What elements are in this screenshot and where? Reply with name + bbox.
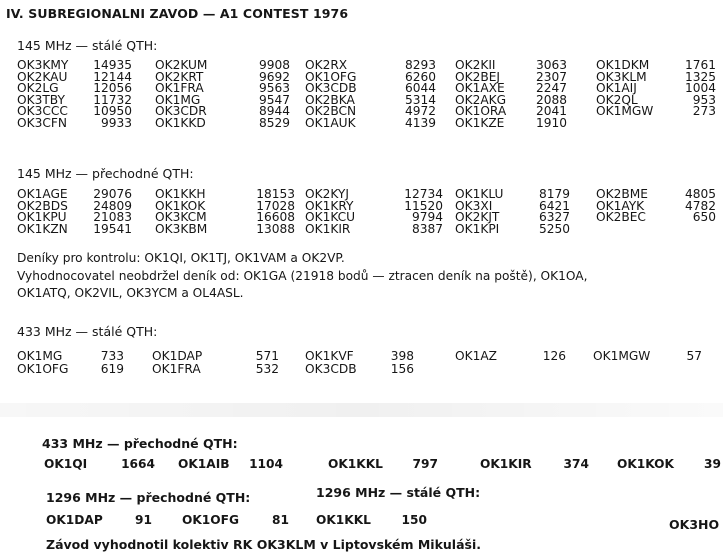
callsign: OK1AXE [455,81,505,96]
callsign: OK1AIJ [596,81,637,96]
score: 8293 [404,58,436,72]
score: 5250 [538,221,570,236]
score: 1104 [249,457,283,471]
check-logs-note: Deníky pro kontrolu: OK1QI, OK1TJ, OK1VAM a OK2VP. [17,251,345,265]
score: 1761 [684,58,716,72]
callsign: OK1KKL [316,513,371,527]
score: 8529 [258,116,290,130]
callsign: OK3CFN [17,116,67,130]
score: 2088 [535,92,567,107]
callsign: OK2KII [455,58,496,72]
callsign: OK1AZ [455,349,498,363]
score: 1664 [121,457,155,471]
callsign: OK1DAP [152,349,203,363]
result-entry [305,363,414,375]
result-entry [44,458,155,470]
callsign: OK3CDR [155,104,207,119]
result-entry [455,223,570,235]
result-entry [455,350,566,362]
callsign: OK2BME [596,187,648,201]
score: 19541 [93,221,132,236]
score: 1910 [535,116,567,130]
score: 1004 [684,81,716,96]
callsign: OK1KIR [305,221,351,236]
result-entry [182,514,289,526]
score: 398 [390,349,414,363]
result-entry [155,117,290,129]
score: 12144 [93,69,132,84]
section-heading-433-fixed: 433 MHz — stálé QTH: [17,324,158,339]
score: 733 [100,349,124,363]
callsign: OK2BKA [305,92,355,107]
callsign: OK1KOK [617,457,674,471]
callsign: OK3KBM [155,221,208,236]
callsign: OK2LG [17,81,59,96]
result-entry [455,117,567,129]
callsign: OK2BCN [305,104,357,119]
callsign: OK2BEC [596,210,646,225]
callsign: OK2QL [596,92,638,107]
score: 9692 [258,69,290,84]
score: 9547 [258,92,290,107]
score: 4139 [404,116,436,130]
callsign: OK1QI [44,457,88,471]
callsign: OK1KPI [455,221,500,236]
result-entry [155,188,295,200]
result-entry [455,188,570,200]
callsign: OK2AKG [455,92,507,107]
callsign: OK1KLU [455,187,504,201]
result-entry [17,350,124,362]
callsign: OK1KOK [155,198,206,213]
score: 374 [563,457,589,471]
score: 797 [412,457,438,471]
score: 3063 [535,58,567,72]
score: 1325 [684,69,716,84]
result-entry [596,211,716,223]
result-entry [305,188,443,200]
score: 17028 [256,198,295,213]
callsign: OK3KCM [155,210,207,225]
score: 24809 [93,198,132,213]
score: 4972 [404,104,436,119]
score: 13088 [256,221,295,236]
score: 14935 [93,58,132,72]
callsign: OK3TBY [17,92,65,107]
score: 91 [135,513,152,527]
result-entry [17,59,132,71]
score: 18153 [256,187,295,201]
callsign: OK1KZN [17,221,68,236]
score: 21083 [93,210,132,225]
score: 6327 [538,210,570,225]
result-entry [593,350,702,362]
score: 9908 [258,58,290,72]
result-entry [617,458,721,470]
score: 4782 [684,198,716,213]
score: 10950 [93,104,132,119]
callsign: OK1AGE [17,187,68,201]
callsign: OK2RX [305,58,348,72]
result-entry [152,350,279,362]
callsign: OK1AUK [305,116,356,130]
result-entry [305,350,414,362]
score: 156 [390,362,414,376]
score: 9794 [411,210,443,225]
score: 6421 [538,198,570,213]
section-heading-145-portable: 145 MHz — přechodné QTH: [17,166,194,181]
callsign: OK2BDS [17,198,68,213]
callsign: OK1KKH [155,187,206,201]
score: 11520 [404,198,443,213]
section-heading-433-portable: 433 MHz — přechodné QTH: [42,436,238,451]
score: 6260 [404,69,436,84]
scan-fold-shadow [0,403,723,417]
section-heading-145-fixed: 145 MHz — stálé QTH: [17,38,158,53]
callsign: OK3CCC [17,104,68,119]
score: 8944 [258,104,290,119]
score: 8387 [411,221,443,236]
callsign: OK3XI [455,198,493,213]
score: 650 [692,210,716,225]
truncated-callsign: OK3HO [669,517,720,532]
missing-logs-note-cont: OK1ATQ, OK2VIL, OK3YCM a OL4ASL. [17,286,244,300]
callsign: OK3CDB [305,81,357,96]
callsign: OK1OFG [182,513,239,527]
callsign: OK1MGW [596,104,654,119]
callsign: OK1KVF [305,349,354,363]
missing-logs-note: Vyhodnocovatel neobdržel deník od: OK1GA (21918 bodů — ztracen deník na poště), OK1OA, [17,269,588,283]
callsign: OK3KMY [17,58,69,72]
section-heading-1296-fixed: 1296 MHz — stálé QTH: [316,485,481,500]
score: 619 [100,362,124,376]
result-entry [328,458,438,470]
score: 150 [401,513,427,527]
result-entry [178,458,283,470]
page-title: IV. SUBREGIONALNI ZAVOD — A1 CONTEST 1976 [6,6,349,21]
score: 57 [686,349,702,363]
score: 4805 [684,187,716,201]
result-entry [17,188,132,200]
callsign: OK1KRY [305,198,354,213]
score: 12056 [93,81,132,96]
score: 571 [255,349,279,363]
callsign: OK1ORA [455,104,507,119]
result-entry [155,223,295,235]
result-entry [480,458,589,470]
callsign: OK1OFG [305,69,357,84]
result-entry [305,59,436,71]
score: 2247 [535,81,567,96]
callsign: OK1KKL [328,457,383,471]
score: 39 [704,457,721,471]
callsign: OK1AIB [178,457,230,471]
result-entry [46,514,152,526]
score: 126 [542,349,566,363]
callsign: OK2KRT [155,69,204,84]
callsign: OK1DAP [46,513,103,527]
result-entry [316,514,427,526]
score: 9933 [100,116,132,130]
score: 11732 [93,92,132,107]
section-heading-1296-portable: 1296 MHz — přechodné QTH: [46,490,251,505]
callsign: OK2KYJ [305,187,349,201]
result-entry [305,117,436,129]
score: 953 [692,92,716,107]
callsign: OK1KIR [480,457,532,471]
score: 12734 [404,187,443,201]
result-entry [596,105,716,117]
score: 5314 [404,92,436,107]
score: 8179 [538,187,570,201]
score: 273 [692,104,716,119]
callsign: OK2BEJ [455,69,500,84]
result-entry [455,59,567,71]
callsign: OK1MG [17,349,63,363]
callsign: OK1AYK [596,198,645,213]
callsign: OK1KCU [305,210,356,225]
result-entry [152,363,279,375]
callsign: OK1FRA [155,81,204,96]
result-entry [17,117,132,129]
result-entry [596,59,716,71]
callsign: OK1FRA [152,362,201,376]
score: 2041 [535,104,567,119]
callsign: OK1KPU [17,210,67,225]
score: 16608 [256,210,295,225]
callsign: OK2KAU [17,69,68,84]
result-entry [596,188,716,200]
callsign: OK1KZE [455,116,505,130]
callsign: OK1MG [155,92,201,107]
score: 29076 [93,187,132,201]
callsign: OK1KKD [155,116,206,130]
callsign: OK2KUM [155,58,208,72]
callsign: OK2KJT [455,210,500,225]
score: 6044 [404,81,436,96]
score: 2307 [535,69,567,84]
score: 532 [255,362,279,376]
result-entry [17,363,124,375]
footer-note: Závod vyhodnotil kolektiv RK OK3KLM v Liptovském Mikuláši. [46,537,481,552]
callsign: OK1DKM [596,58,650,72]
score: 81 [272,513,289,527]
result-entry [305,223,443,235]
score: 9563 [258,81,290,96]
callsign: OK1OFG [17,362,69,376]
result-entry [155,59,290,71]
result-entry [17,223,132,235]
callsign: OK3CDB [305,362,357,376]
callsign: OK3KLM [596,69,647,84]
callsign: OK1MGW [593,349,651,363]
